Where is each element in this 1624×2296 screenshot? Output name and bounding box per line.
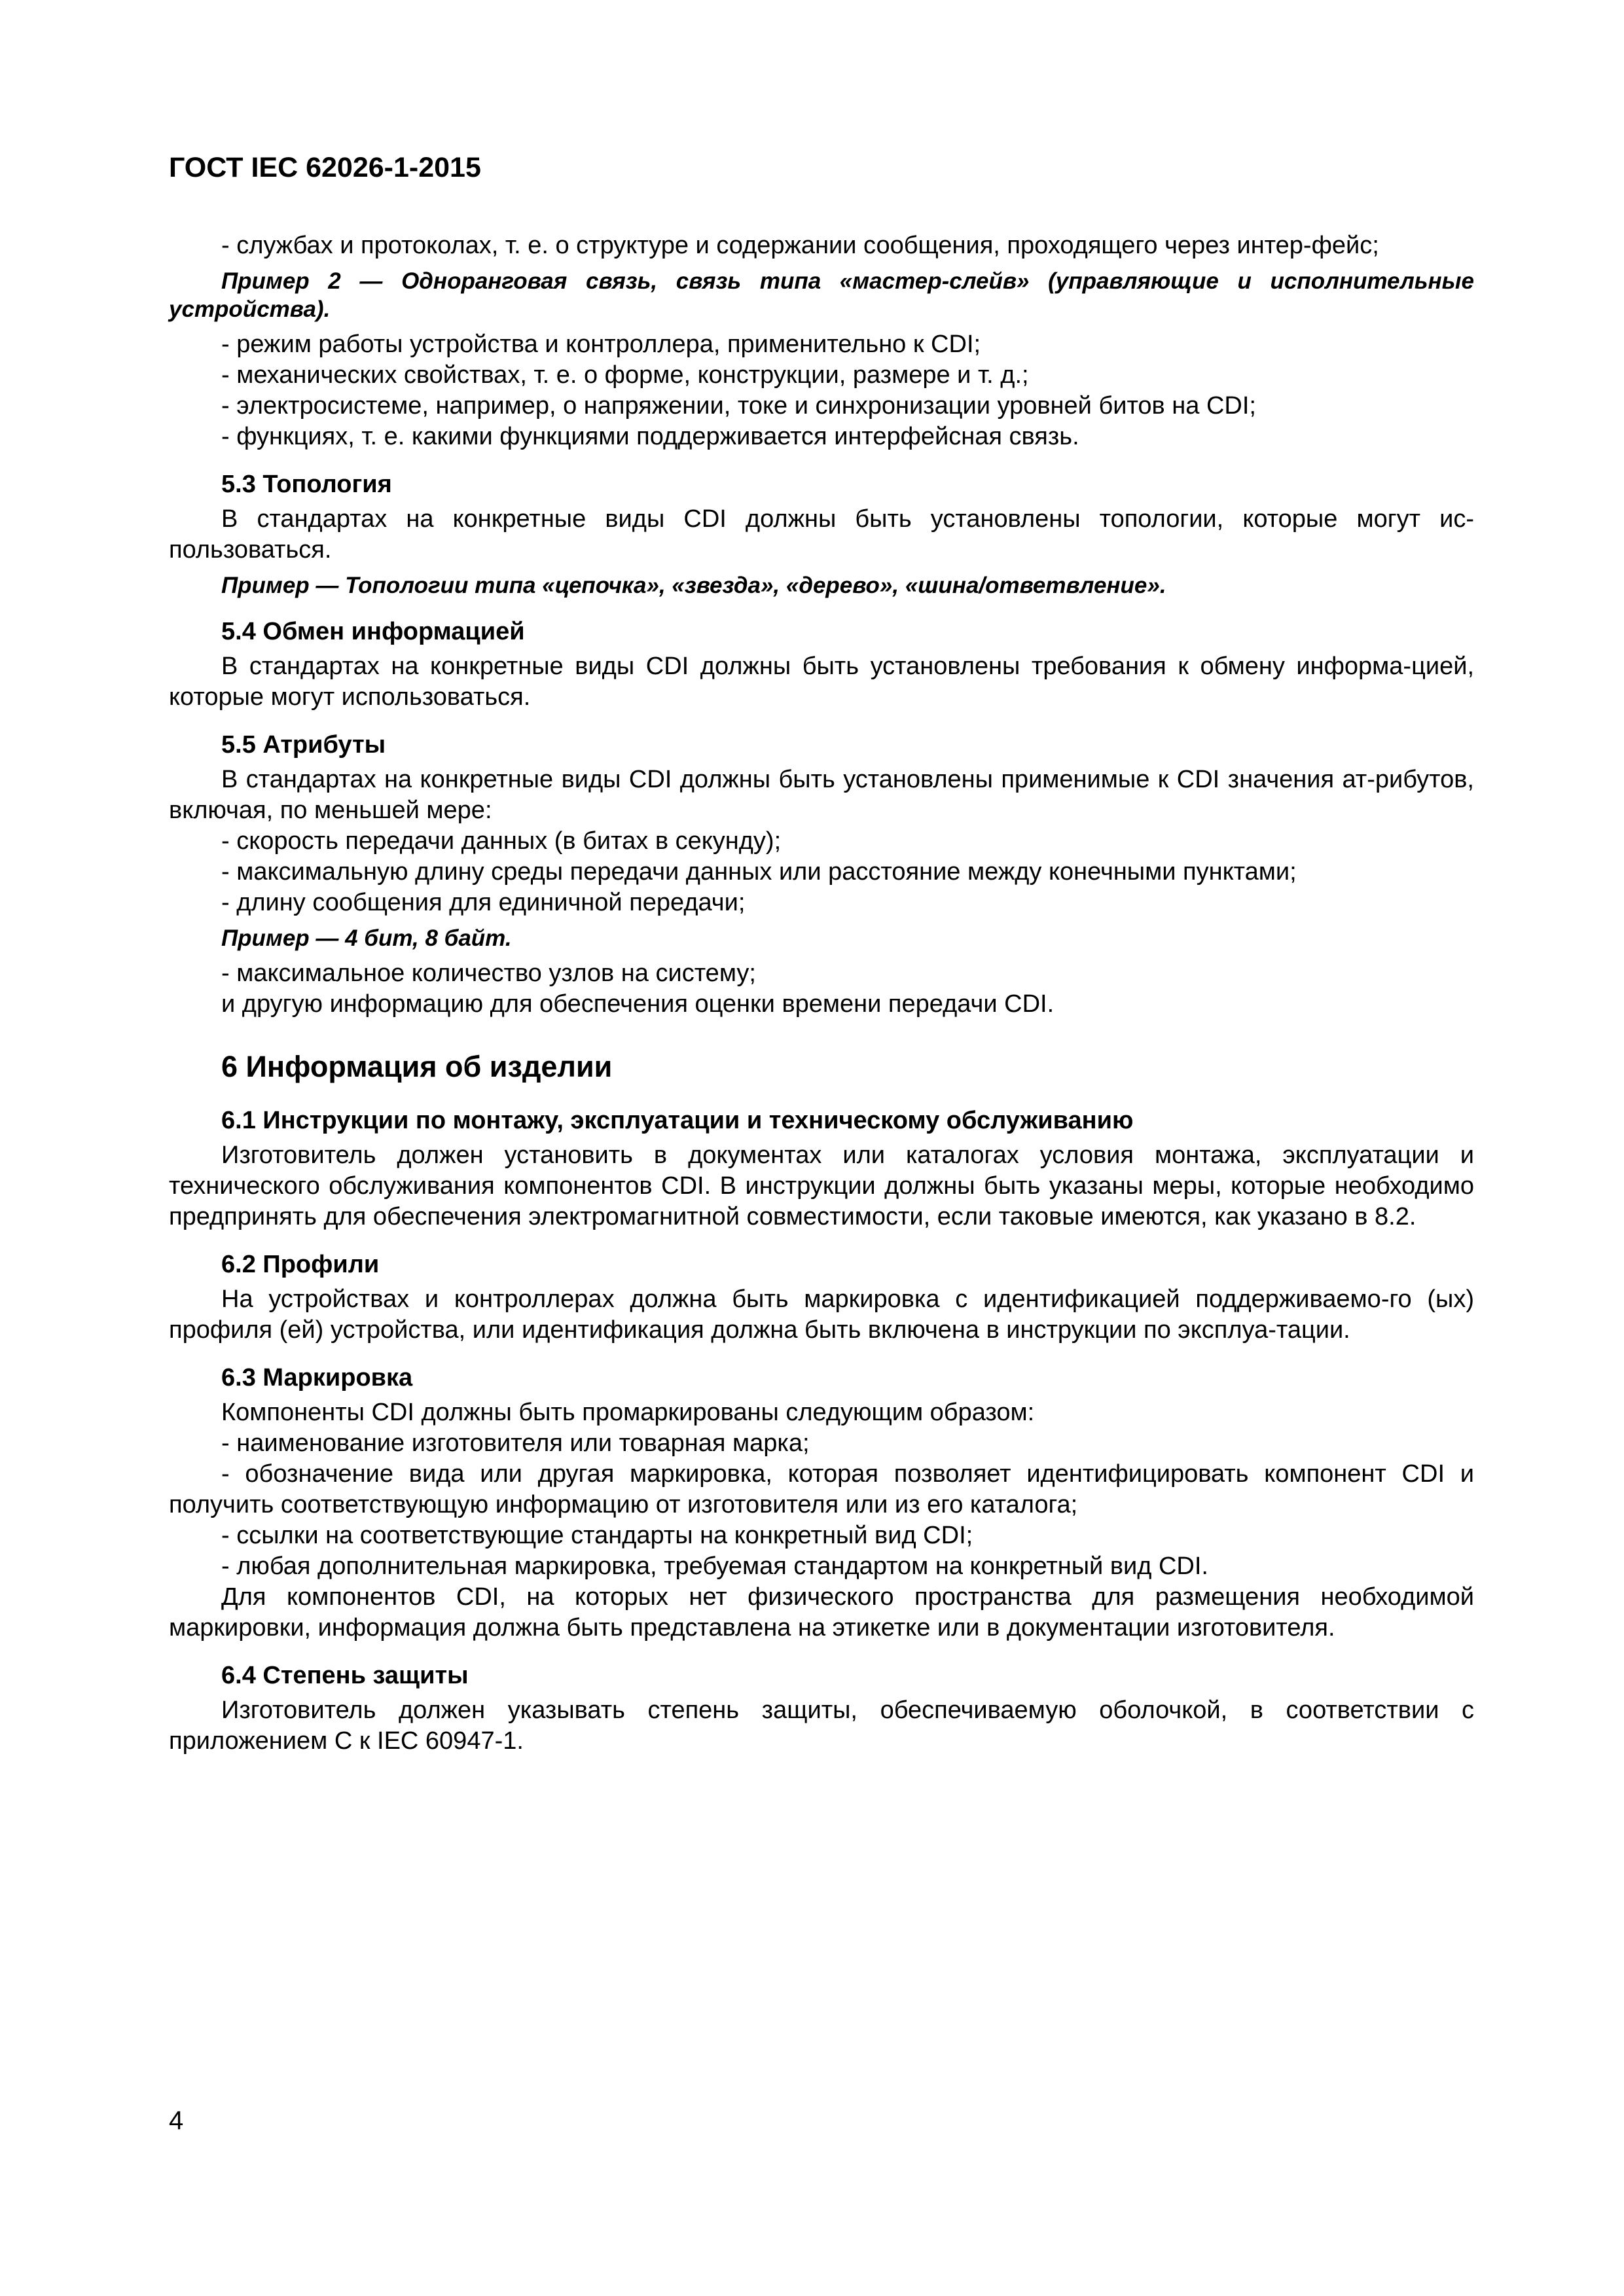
chapter-heading: 6 Информация об изделии (221, 1050, 613, 1083)
paragraph: - обозначение вида или другая маркировка, которая позволяет идентифицировать компонент CDI и получить соответствующую информацию от изготовителя или из его каталога; (169, 1460, 1474, 1518)
paragraph: - максимальное количество узлов на систему; (221, 960, 756, 987)
paragraph: и другую информацию для обеспечения оценки времени передачи CDI. (221, 990, 1055, 1018)
section-heading: 6.2 Профили (221, 1251, 380, 1278)
paragraph: - наименование изготовителя или товарная марка; (221, 1429, 810, 1457)
section-heading: 6.4 Степень защиты (221, 1662, 469, 1689)
paragraph: - службах и протоколах, т. е. о структуре и содержании сообщения, проходящего через интер-фейс; (221, 232, 1379, 259)
paragraph: Изготовитель должен установить в документах или каталогах условия монтажа, эксплуатации и технического обслуживания компонентов CDI. В инструкции должны быть указаны меры, которые необходимо предпринять для обеспечения электромагнитной совместимости, если таковые имеются, как указано в 8.2. (169, 1141, 1474, 1230)
section-heading: 5.5 Атрибуты (221, 731, 386, 759)
paragraph: - длину сообщения для единичной передачи; (221, 889, 746, 916)
paragraph: В стандартах на конкретные виды CDI должны быть установлены топологии, которые могут ис-пользоваться. (169, 505, 1474, 564)
paragraph: На устройствах и контроллерах должна быть маркировка с идентификацией поддерживаемо-го (ых) профиля (ей) устройства, или идентификация должна быть включена в инструкции по эксплуа-тации. (169, 1285, 1474, 1344)
example-note: Пример 2 — Одноранговая связь, связь типа «мастер-слейв» (управляющие и исполнительные устройства). (169, 268, 1474, 322)
paragraph: - любая дополнительная маркировка, требуемая стандартом на конкретный вид CDI. (221, 1552, 1208, 1580)
paragraph: - механических свойствах, т. е. о форме, конструкции, размере и т. д.; (221, 361, 1029, 389)
paragraph: Компоненты CDI должны быть промаркированы следующим образом: (221, 1399, 1035, 1426)
document-body (169, 230, 1474, 1757)
section-heading: 5.4 Обмен информацией (221, 618, 525, 645)
paragraph: - электросистеме, например, о напряжении, токе и синхронизации уровней битов на CDI; (221, 392, 1256, 420)
example-note: Пример — Топологии типа «цепочка», «звезда», «дерево», «шина/ответвление». (221, 573, 1166, 598)
paragraph: В стандартах на конкретные виды CDI должны быть установлены применимые к CDI значения ат-рибутов, включая, по меньшей мере: (169, 766, 1474, 824)
section-heading: 5.3 Топология (221, 471, 392, 498)
paragraph: - максимальную длину среды передачи данных или расстояние между конечными пунктами; (221, 858, 1297, 886)
paragraph: - функциях, т. е. какими функциями поддерживается интерфейсная связь. (221, 423, 1079, 450)
example-note: Пример — 4 бит, 8 байт. (221, 925, 512, 951)
paragraph: - скорость передачи данных (в битах в секунду); (221, 827, 782, 855)
paragraph: Изготовитель должен указывать степень защиты, обеспечиваемую оболочкой, в соответствии с приложением С к IEC 60947-1. (169, 1696, 1474, 1755)
section-heading: 6.1 Инструкции по монтажу, эксплуатации и техническому обслуживанию (221, 1107, 1134, 1134)
section-heading: 6.3 Маркировка (221, 1364, 413, 1391)
page-number: 4 (169, 2106, 184, 2135)
paragraph: - ссылки на соответствующие стандарты на конкретный вид CDI; (221, 1522, 973, 1549)
paragraph: В стандартах на конкретные виды CDI должны быть установлены требования к обмену информа-цией, которые могут использоваться. (169, 653, 1474, 711)
paragraph: Для компонентов CDI, на которых нет физического пространства для размещения необходимой маркировки, информация должна быть представлена на этикетке или в документации изготовителя. (169, 1583, 1474, 1641)
paragraph: - режим работы устройства и контроллера, применительно к CDI; (221, 331, 981, 358)
document-header: ГОСТ IEC 62026-1-2015 (169, 152, 481, 183)
